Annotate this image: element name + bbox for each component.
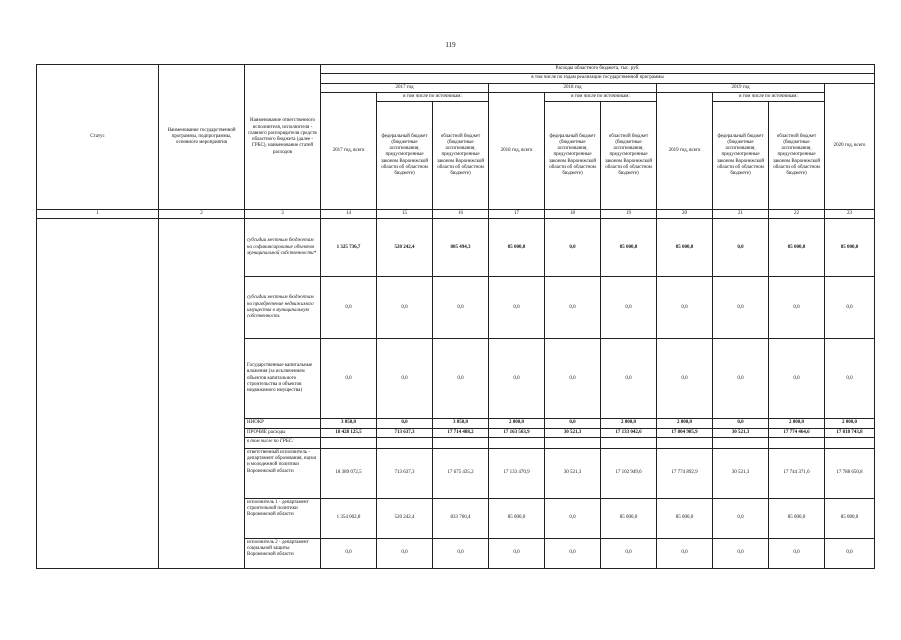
header-total-2020: 2020 год, всего <box>825 83 875 210</box>
value-cell: 0,0 <box>545 339 601 419</box>
row-label: НИОКР <box>245 419 321 428</box>
value-cell <box>321 437 377 448</box>
value-cell: 0,0 <box>825 339 875 419</box>
value-cell: 0,0 <box>545 498 601 538</box>
value-cell <box>433 437 489 448</box>
column-number: 17 <box>489 210 545 219</box>
value-cell: 17 163 563,9 <box>489 428 545 437</box>
year-2018-label: 2018 год <box>489 83 657 92</box>
column-number: 20 <box>657 210 713 219</box>
value-cell: 30 521,3 <box>545 448 601 498</box>
value-cell: 805 494,3 <box>433 219 489 277</box>
value-cell: 520 242,4 <box>377 219 433 277</box>
sources-2017: в том числе по источникам: <box>377 92 489 101</box>
column-number: 14 <box>321 210 377 219</box>
value-cell: 3 850,0 <box>433 419 489 428</box>
value-cell <box>377 437 433 448</box>
federal-2017: федеральный бюджет (бюджетные ассигнования, предусмотренные законом Воронежской области об областном бюджете) <box>377 102 433 210</box>
value-cell: 0,0 <box>825 538 875 568</box>
value-cell: 17 774 464,6 <box>769 428 825 437</box>
value-cell: 2 000,0 <box>769 419 825 428</box>
value-cell: 0,0 <box>713 219 769 277</box>
value-cell: 0,0 <box>713 498 769 538</box>
value-cell: 85 000,0 <box>769 498 825 538</box>
value-cell: 713 637,3 <box>377 448 433 498</box>
value-cell: 17 714 488,2 <box>433 428 489 437</box>
value-cell: 0,0 <box>433 538 489 568</box>
value-cell: 17 744 371,6 <box>769 448 825 498</box>
value-cell: 0,0 <box>657 538 713 568</box>
value-cell: 0,0 <box>601 538 657 568</box>
value-cell: 0,0 <box>713 339 769 419</box>
value-cell <box>601 437 657 448</box>
value-cell: 17 788 650,8 <box>825 448 875 498</box>
value-cell: 0,0 <box>377 339 433 419</box>
regional-2017: областной бюджет (бюджетные ассигнования, предусмотренные законом Воронежской области об областном бюджете) <box>433 102 489 210</box>
value-cell <box>657 437 713 448</box>
value-cell: 0,0 <box>713 277 769 339</box>
value-cell: 0,0 <box>321 277 377 339</box>
value-cell: 85 000,0 <box>657 219 713 277</box>
value-cell <box>489 437 545 448</box>
value-cell: 85 000,0 <box>489 219 545 277</box>
value-cell: 0,0 <box>769 277 825 339</box>
program-cell <box>159 219 245 569</box>
federal-2019: федеральный бюджет (бюджетные ассигнования, предусмотренные законом Воронежской области об областном бюджете) <box>713 102 769 210</box>
value-cell: 0,0 <box>825 277 875 339</box>
value-cell: 0,0 <box>601 339 657 419</box>
value-cell: 0,0 <box>377 538 433 568</box>
value-cell: 30 521,3 <box>545 428 601 437</box>
header-total-2018: 2018 год, всего <box>489 92 545 209</box>
row-label: ответственный исполнитель - департамент образования, науки и молодежной политики Воронежской области <box>245 448 321 498</box>
value-cell: 18 428 125,5 <box>321 428 377 437</box>
value-cell: 520 242,4 <box>377 498 433 538</box>
row-label: ПРОЧИЕ расходы <box>245 428 321 437</box>
value-cell: 0,0 <box>545 277 601 339</box>
value-cell: 17 818 743,8 <box>825 428 875 437</box>
header-status: Статус <box>37 65 159 210</box>
value-cell: 0,0 <box>489 277 545 339</box>
header-total-2019: 2019 год, всего <box>657 92 713 209</box>
column-number: 2 <box>159 210 245 219</box>
value-cell: 17 133 470,9 <box>489 448 545 498</box>
value-cell: 0,0 <box>657 339 713 419</box>
value-cell: 0,0 <box>601 277 657 339</box>
value-cell <box>545 437 601 448</box>
year-2019-label: 2019 год <box>657 83 825 92</box>
column-number: 16 <box>433 210 489 219</box>
value-cell: 0,0 <box>657 277 713 339</box>
column-number: 18 <box>545 210 601 219</box>
value-cell: 85 000,0 <box>601 219 657 277</box>
header-expenses-title: Расходы областного бюджета, тыс. руб. <box>321 65 875 74</box>
value-cell: 1 325 736,7 <box>321 219 377 277</box>
budget-table <box>36 64 875 569</box>
value-cell: 85 000,0 <box>601 498 657 538</box>
header-executor-name: Наименование ответственного исполнителя, исполнителя - главного распорядителя средств областного бюджета (далее - ГРБС), наименование статей расходов <box>245 65 321 210</box>
sources-2019: в том числе по источникам: <box>713 92 825 101</box>
value-cell: 0,0 <box>489 538 545 568</box>
value-cell: 0,0 <box>769 339 825 419</box>
regional-2019: областной бюджет (бюджетные ассигнования, предусмотренные законом Воронежской области об областном бюджете) <box>769 102 825 210</box>
value-cell: 18 389 072,5 <box>321 448 377 498</box>
row-label: субсидии местным бюджетам на софинансирование объектов муниципальной собственности* <box>245 219 321 277</box>
header-program-name: Наименование государственной программы, подпрограммы, основного мероприятия <box>159 65 245 210</box>
column-number: 15 <box>377 210 433 219</box>
value-cell: 17 133 042,6 <box>601 428 657 437</box>
column-number: 21 <box>713 210 769 219</box>
row-label: исполнитель 2 - департамент социальной защиты Воронежской области <box>245 538 321 568</box>
value-cell <box>769 437 825 448</box>
value-cell <box>713 437 769 448</box>
value-cell: 17 102 949,6 <box>601 448 657 498</box>
value-cell: 2 000,0 <box>601 419 657 428</box>
row-label: исполнитель 1 - департамент строительной политики Воронежской области <box>245 498 321 538</box>
value-cell: 17 774 892,9 <box>657 448 713 498</box>
value-cell: 0,0 <box>713 419 769 428</box>
value-cell: 30 521,3 <box>713 448 769 498</box>
value-cell: 2 000,0 <box>825 419 875 428</box>
value-cell: 3 850,0 <box>321 419 377 428</box>
value-cell: 0,0 <box>713 538 769 568</box>
column-number: 23 <box>825 210 875 219</box>
value-cell: 30 521,3 <box>713 428 769 437</box>
federal-2018: федеральный бюджет (бюджетные ассигнования, предусмотренные законом Воронежской области об областном бюджете) <box>545 102 601 210</box>
column-number: 22 <box>769 210 825 219</box>
row-label: Государственные капитальные вложения (за исключением объектов капитального строительства и объектов недвижимого имущества) <box>245 339 321 419</box>
status-cell <box>37 219 159 569</box>
value-cell: 0,0 <box>489 339 545 419</box>
table-row <box>37 219 875 277</box>
value-cell: 713 637,3 <box>377 428 433 437</box>
value-cell: 85 000,0 <box>825 219 875 277</box>
value-cell: 17 804 985,9 <box>657 428 713 437</box>
column-number: 1 <box>37 210 159 219</box>
column-number: 3 <box>245 210 321 219</box>
value-cell: 0,0 <box>545 419 601 428</box>
value-cell: 0,0 <box>545 219 601 277</box>
value-cell: 833 760,4 <box>433 498 489 538</box>
row-label: в том числе по ГРБС: <box>245 437 321 448</box>
value-cell: 85 000,0 <box>825 498 875 538</box>
value-cell: 1 354 002,8 <box>321 498 377 538</box>
value-cell: 0,0 <box>321 339 377 419</box>
value-cell: 85 000,0 <box>769 219 825 277</box>
header-total-2017: 2017 год, всего <box>321 92 377 209</box>
value-cell: 0,0 <box>545 538 601 568</box>
header-subtitle: в том числе по годам реализации государственной программы <box>321 74 875 83</box>
page-number: 119 <box>445 41 456 49</box>
sources-2018: в том числе по источникам: <box>545 92 657 101</box>
value-cell: 0,0 <box>433 277 489 339</box>
value-cell: 0,0 <box>769 538 825 568</box>
year-2017-label: 2017 год <box>321 83 489 92</box>
row-label: субсидии местным бюджетам на приобретение недвижимого имущества в муниципальную собственность <box>245 277 321 339</box>
value-cell: 85 000,0 <box>489 498 545 538</box>
value-cell <box>825 437 875 448</box>
table-body <box>37 219 875 569</box>
regional-2018: областной бюджет (бюджетные ассигнования, предусмотренные законом Воронежской области об областном бюджете) <box>601 102 657 210</box>
value-cell: 0,0 <box>321 538 377 568</box>
value-cell: 2 000,0 <box>657 419 713 428</box>
value-cell: 0,0 <box>377 277 433 339</box>
column-number: 19 <box>601 210 657 219</box>
value-cell: 2 000,0 <box>489 419 545 428</box>
value-cell: 0,0 <box>377 419 433 428</box>
value-cell: 17 675 435,2 <box>433 448 489 498</box>
value-cell: 0,0 <box>433 339 489 419</box>
value-cell: 85 000,0 <box>657 498 713 538</box>
